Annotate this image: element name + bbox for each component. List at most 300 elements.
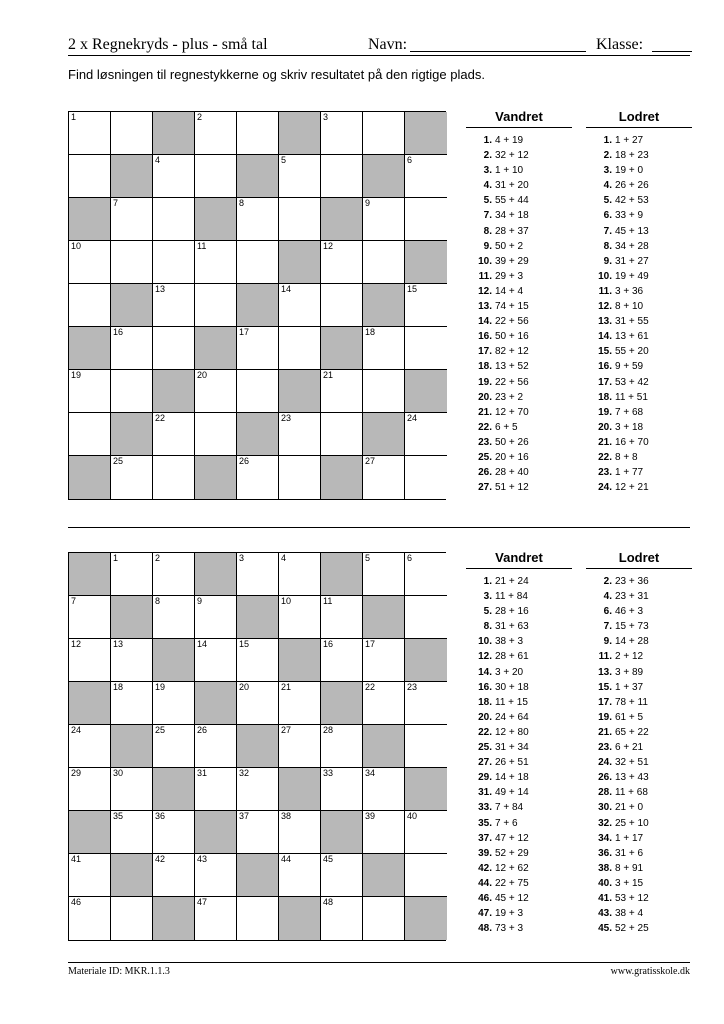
answer-cell[interactable]: [321, 370, 363, 413]
answer-cell[interactable]: [237, 241, 279, 284]
answer-cell[interactable]: [237, 370, 279, 413]
clue-expression: 23 + 31: [615, 591, 649, 603]
answer-cell[interactable]: [237, 456, 279, 499]
clue-item: [586, 816, 692, 831]
answer-cell[interactable]: [195, 768, 237, 811]
clue-item: [586, 480, 692, 495]
footer-material-id: Materiale ID: MKR.1.1.3: [68, 966, 170, 977]
answer-cell[interactable]: [363, 327, 405, 370]
shaded-cell: [405, 768, 447, 811]
answer-cell[interactable]: [363, 112, 405, 155]
clue-item: [466, 740, 572, 755]
cell-number: 26: [197, 725, 208, 735]
answer-cell[interactable]: [111, 639, 153, 682]
clue-item: [586, 390, 692, 405]
shaded-cell: [69, 811, 111, 854]
answer-cell[interactable]: [405, 725, 447, 768]
answer-cell[interactable]: [111, 241, 153, 284]
clue-number: 14.: [598, 331, 612, 343]
name-field[interactable]: [410, 51, 586, 52]
clue-expression: 25 + 10: [615, 817, 649, 829]
clue-number: 38.: [598, 862, 612, 874]
answer-cell[interactable]: [153, 553, 195, 596]
clue-expression: 39 + 29: [495, 255, 529, 267]
answer-cell[interactable]: [279, 725, 321, 768]
answer-cell[interactable]: [363, 811, 405, 854]
answer-cell[interactable]: [363, 553, 405, 596]
answer-cell[interactable]: [363, 639, 405, 682]
answer-cell[interactable]: [195, 897, 237, 940]
clue-expression: 16 + 70: [615, 436, 649, 448]
clue-expression: 52 + 29: [495, 847, 529, 859]
clue-expression: 13 + 43: [615, 772, 649, 784]
answer-cell[interactable]: [363, 897, 405, 940]
section-divider: [68, 527, 690, 528]
answer-cell[interactable]: [69, 897, 111, 940]
clue-item: [466, 861, 572, 876]
clue-number: 28.: [598, 787, 612, 799]
shaded-cell: [69, 327, 111, 370]
answer-cell[interactable]: [405, 284, 447, 327]
answer-cell[interactable]: [237, 897, 279, 940]
clue-item: [586, 695, 692, 710]
answer-cell[interactable]: [405, 854, 447, 897]
answer-cell[interactable]: [405, 596, 447, 639]
answer-cell[interactable]: [279, 553, 321, 596]
shaded-cell: [153, 768, 195, 811]
answer-cell[interactable]: [111, 553, 153, 596]
clue-number: 23.: [598, 467, 612, 479]
answer-cell[interactable]: [237, 682, 279, 725]
shaded-cell: [69, 553, 111, 596]
answer-cell[interactable]: [363, 241, 405, 284]
answer-cell[interactable]: [153, 241, 195, 284]
clue-expression: 3 + 18: [615, 421, 644, 433]
clue-item: [586, 785, 692, 800]
clue-number: 34.: [598, 832, 612, 844]
answer-cell[interactable]: [363, 682, 405, 725]
cell-number: 20: [239, 682, 250, 692]
shaded-cell: [321, 456, 363, 499]
answer-cell[interactable]: [321, 596, 363, 639]
clue-number: 18.: [478, 696, 492, 708]
clue-item: [466, 785, 572, 800]
clue-item: [586, 465, 692, 480]
clue-expression: 1 + 27: [615, 135, 644, 146]
clue-number: 23.: [598, 742, 612, 754]
clue-number: 33.: [478, 802, 492, 814]
clue-item: [586, 846, 692, 861]
clue-item: [466, 710, 572, 725]
answer-cell[interactable]: [279, 327, 321, 370]
clue-expression: 15 + 73: [615, 621, 649, 633]
clue-number: 14.: [478, 316, 492, 328]
answer-cell[interactable]: [111, 370, 153, 413]
answer-cell[interactable]: [405, 553, 447, 596]
clue-number: 32.: [598, 817, 612, 829]
answer-cell[interactable]: [237, 639, 279, 682]
clue-expression: 31 + 34: [495, 742, 529, 754]
answer-cell[interactable]: [153, 854, 195, 897]
answer-cell[interactable]: [321, 768, 363, 811]
clue-expression: 19 + 0: [615, 165, 644, 177]
crossword-grid-2: [68, 552, 446, 941]
clue-item: [586, 254, 692, 269]
shaded-cell: [195, 811, 237, 854]
clue-item: [586, 344, 692, 359]
cell-number: 24: [71, 725, 82, 735]
answer-cell[interactable]: [111, 456, 153, 499]
answer-cell[interactable]: [321, 241, 363, 284]
shaded-cell: [111, 413, 153, 456]
clue-expression: 51 + 12: [495, 482, 529, 494]
answer-cell[interactable]: [279, 155, 321, 198]
answer-cell[interactable]: [405, 811, 447, 854]
answer-cell[interactable]: [321, 155, 363, 198]
clue-expression: 65 + 22: [615, 726, 649, 738]
cell-number: 19: [155, 682, 166, 692]
answer-cell[interactable]: [69, 768, 111, 811]
shaded-cell: [69, 198, 111, 241]
clue-expression: 7 + 84: [495, 802, 524, 814]
clue-number: 22.: [478, 421, 492, 433]
clue-number: 7.: [483, 210, 492, 222]
clue-item: [466, 649, 572, 664]
cell-number: 35: [113, 811, 124, 821]
clue-item: [466, 435, 572, 450]
cell-number: 6: [407, 553, 413, 563]
answer-cell[interactable]: [153, 327, 195, 370]
shaded-cell: [405, 112, 447, 155]
clue-expression: 78 + 11: [615, 696, 648, 708]
clue-item: [586, 284, 692, 299]
answer-cell[interactable]: [69, 725, 111, 768]
answer-cell[interactable]: [111, 112, 153, 155]
shaded-cell: [237, 854, 279, 897]
shaded-cell: [237, 725, 279, 768]
cell-number: 32: [239, 768, 250, 778]
clue-expression: 3 + 15: [615, 877, 644, 889]
clue-item: [586, 800, 692, 815]
clue-number: 12.: [478, 651, 492, 663]
clue-number: 11.: [598, 285, 612, 297]
clue-item: [466, 604, 572, 619]
clue-number: 20.: [598, 421, 612, 433]
answer-cell[interactable]: [363, 456, 405, 499]
clue-number: 37.: [478, 832, 492, 844]
clue-expression: 19 + 49: [615, 270, 649, 282]
clue-number: 7.: [603, 621, 612, 633]
clue-expression: 12 + 21: [615, 482, 649, 494]
clue-number: 6.: [603, 606, 612, 618]
answer-cell[interactable]: [69, 112, 111, 155]
answer-cell[interactable]: [279, 413, 321, 456]
clue-number: 19.: [478, 376, 492, 388]
clue-item: [586, 906, 692, 921]
clue-number: 22.: [478, 726, 492, 738]
answer-cell[interactable]: [237, 327, 279, 370]
answer-cell[interactable]: [279, 456, 321, 499]
across-heading: Vandret: [466, 110, 572, 128]
answer-cell[interactable]: [153, 155, 195, 198]
instruction-text: Find løsningen til regnestykkerne og skriv resultatet på den rigtige plads.: [68, 67, 485, 82]
answer-cell[interactable]: [279, 811, 321, 854]
answer-cell[interactable]: [153, 284, 195, 327]
cell-number: 29: [71, 768, 82, 778]
clue-item: [586, 619, 692, 634]
clue-expression: 7 + 68: [615, 406, 644, 418]
answer-cell[interactable]: [195, 639, 237, 682]
answer-cell[interactable]: [405, 456, 447, 499]
answer-cell[interactable]: [111, 768, 153, 811]
clue-item: [466, 269, 572, 284]
answer-cell[interactable]: [237, 553, 279, 596]
shaded-cell: [153, 639, 195, 682]
cell-number: 33: [323, 768, 334, 778]
clue-item: [466, 755, 572, 770]
cell-number: 22: [365, 682, 376, 692]
clue-expression: 8 + 10: [615, 301, 644, 313]
shaded-cell: [279, 897, 321, 940]
clue-number: 18.: [598, 391, 612, 403]
answer-cell[interactable]: [195, 241, 237, 284]
answer-cell[interactable]: [69, 413, 111, 456]
clue-number: 3.: [603, 165, 612, 177]
clue-expression: 8 + 8: [615, 451, 638, 463]
answer-cell[interactable]: [195, 370, 237, 413]
clue-expression: 30 + 18: [495, 681, 529, 693]
answer-cell[interactable]: [321, 854, 363, 897]
shaded-cell: [321, 682, 363, 725]
answer-cell[interactable]: [153, 811, 195, 854]
shaded-cell: [153, 112, 195, 155]
answer-cell[interactable]: [237, 768, 279, 811]
cell-number: 10: [71, 241, 82, 251]
answer-cell[interactable]: [279, 284, 321, 327]
cell-number: 39: [365, 811, 376, 821]
answer-cell[interactable]: [111, 198, 153, 241]
answer-cell[interactable]: [153, 198, 195, 241]
answer-cell[interactable]: [195, 284, 237, 327]
answer-cell[interactable]: [321, 112, 363, 155]
clue-number: 13.: [478, 301, 492, 313]
clue-number: 2.: [603, 576, 612, 587]
answer-cell[interactable]: [363, 768, 405, 811]
clue-item: [586, 359, 692, 374]
cell-number: 44: [281, 854, 292, 864]
clue-number: 41.: [598, 892, 612, 904]
shaded-cell: [321, 327, 363, 370]
answer-cell[interactable]: [69, 854, 111, 897]
answer-cell[interactable]: [69, 370, 111, 413]
clue-number: 17.: [598, 696, 612, 708]
answer-cell[interactable]: [405, 198, 447, 241]
cell-number: 18: [365, 327, 376, 337]
answer-cell[interactable]: [69, 241, 111, 284]
answer-cell[interactable]: [321, 413, 363, 456]
clue-number: 3.: [483, 591, 492, 603]
shaded-cell: [363, 596, 405, 639]
clue-expression: 31 + 55: [615, 316, 649, 328]
shaded-cell: [237, 284, 279, 327]
cell-number: 2: [197, 112, 203, 122]
clue-number: 21.: [598, 436, 612, 448]
clue-item: [586, 861, 692, 876]
answer-cell[interactable]: [195, 725, 237, 768]
clue-item: [466, 465, 572, 480]
answer-cell[interactable]: [153, 596, 195, 639]
clue-expression: 4 + 19: [495, 135, 524, 146]
clue-expression: 23 + 2: [495, 391, 524, 403]
answer-cell[interactable]: [195, 854, 237, 897]
clue-expression: 14 + 4: [495, 285, 524, 297]
cell-number: 45: [323, 854, 334, 864]
across-clue-list: [466, 574, 572, 936]
clue-expression: 18 + 23: [615, 150, 649, 162]
clue-expression: 22 + 75: [495, 877, 529, 889]
clue-number: 2.: [483, 150, 492, 162]
clue-expression: 20 + 16: [495, 451, 529, 463]
answer-cell[interactable]: [405, 413, 447, 456]
clue-number: 10.: [478, 255, 492, 267]
answer-cell[interactable]: [321, 639, 363, 682]
shaded-cell: [279, 112, 321, 155]
answer-cell[interactable]: [363, 370, 405, 413]
clue-item: [466, 284, 572, 299]
cell-number: 30: [113, 768, 124, 778]
clue-expression: 31 + 63: [495, 621, 529, 633]
clue-item: [586, 450, 692, 465]
answer-cell[interactable]: [279, 596, 321, 639]
answer-cell[interactable]: [153, 456, 195, 499]
clue-expression: 11 + 68: [615, 787, 648, 799]
answer-cell[interactable]: [195, 413, 237, 456]
answer-cell[interactable]: [195, 596, 237, 639]
shaded-cell: [195, 553, 237, 596]
answer-cell[interactable]: [195, 112, 237, 155]
clue-expression: 55 + 20: [615, 346, 649, 358]
answer-cell[interactable]: [69, 284, 111, 327]
clue-expression: 19 + 3: [495, 908, 524, 920]
clue-number: 35.: [478, 817, 492, 829]
answer-cell[interactable]: [153, 725, 195, 768]
answer-cell[interactable]: [321, 284, 363, 327]
answer-cell[interactable]: [111, 327, 153, 370]
clue-expression: 45 + 12: [495, 892, 529, 904]
shaded-cell: [195, 198, 237, 241]
cell-number: 17: [365, 639, 376, 649]
shaded-cell: [69, 682, 111, 725]
answer-cell[interactable]: [237, 198, 279, 241]
answer-cell[interactable]: [237, 112, 279, 155]
clue-number: 16.: [478, 331, 492, 343]
shaded-cell: [195, 327, 237, 370]
clue-expression: 24 + 64: [495, 711, 529, 723]
cell-number: 42: [155, 854, 166, 864]
clue-item: [586, 208, 692, 223]
answer-cell[interactable]: [405, 155, 447, 198]
answer-cell[interactable]: [321, 725, 363, 768]
clue-item: [586, 420, 692, 435]
clue-expression: 28 + 40: [495, 467, 529, 479]
answer-cell[interactable]: [279, 854, 321, 897]
clue-item: [466, 680, 572, 695]
clue-expression: 32 + 12: [495, 150, 529, 162]
clue-expression: 7 + 6: [495, 817, 518, 829]
clue-item: [466, 224, 572, 239]
clue-number: 14.: [478, 666, 492, 678]
clue-number: 25.: [478, 742, 492, 754]
clue-number: 18.: [478, 361, 492, 373]
clue-expression: 1 + 37: [615, 681, 644, 693]
cell-number: 16: [323, 639, 334, 649]
clue-number: 5.: [603, 195, 612, 207]
clue-expression: 82 + 12: [495, 346, 529, 358]
answer-cell[interactable]: [321, 897, 363, 940]
cell-number: 48: [323, 897, 334, 907]
answer-cell[interactable]: [363, 198, 405, 241]
answer-cell[interactable]: [153, 413, 195, 456]
clue-number: 47.: [478, 908, 492, 920]
clue-expression: 26 + 26: [615, 180, 649, 192]
across-clue-list: [466, 133, 572, 495]
shaded-cell: [153, 370, 195, 413]
answer-cell[interactable]: [69, 639, 111, 682]
class-field[interactable]: [652, 51, 692, 52]
clue-number: 15.: [598, 681, 612, 693]
cell-number: 21: [323, 370, 334, 380]
clue-number: 29.: [478, 772, 492, 784]
clue-number: 26.: [598, 772, 612, 784]
answer-cell[interactable]: [153, 682, 195, 725]
answer-cell[interactable]: [279, 682, 321, 725]
clue-expression: 11 + 84: [495, 591, 528, 603]
clue-number: 39.: [478, 847, 492, 859]
clue-item: [466, 695, 572, 710]
clue-expression: 53 + 12: [615, 892, 649, 904]
answer-cell[interactable]: [69, 155, 111, 198]
clue-item: [466, 148, 572, 163]
clue-item: [466, 800, 572, 815]
answer-cell[interactable]: [405, 327, 447, 370]
clue-expression: 11 + 51: [615, 391, 648, 403]
clue-expression: 3 + 20: [495, 666, 524, 678]
clue-item: [466, 208, 572, 223]
answer-cell[interactable]: [111, 897, 153, 940]
clue-item: [466, 314, 572, 329]
clue-item: [586, 831, 692, 846]
shaded-cell: [69, 456, 111, 499]
clue-number: 12.: [478, 285, 492, 297]
answer-cell[interactable]: [111, 811, 153, 854]
clue-item: [586, 133, 692, 148]
clue-item: [466, 891, 572, 906]
answer-cell[interactable]: [237, 811, 279, 854]
clue-number: 24.: [598, 757, 612, 769]
answer-cell[interactable]: [405, 682, 447, 725]
answer-cell[interactable]: [195, 155, 237, 198]
cell-number: 17: [239, 327, 250, 337]
answer-cell[interactable]: [69, 596, 111, 639]
shaded-cell: [321, 553, 363, 596]
clue-item: [466, 846, 572, 861]
page-header: [68, 36, 690, 54]
down-clue-list: [586, 133, 692, 495]
answer-cell[interactable]: [111, 682, 153, 725]
clue-number: 48.: [478, 923, 492, 935]
clue-item: [586, 329, 692, 344]
answer-cell[interactable]: [279, 198, 321, 241]
